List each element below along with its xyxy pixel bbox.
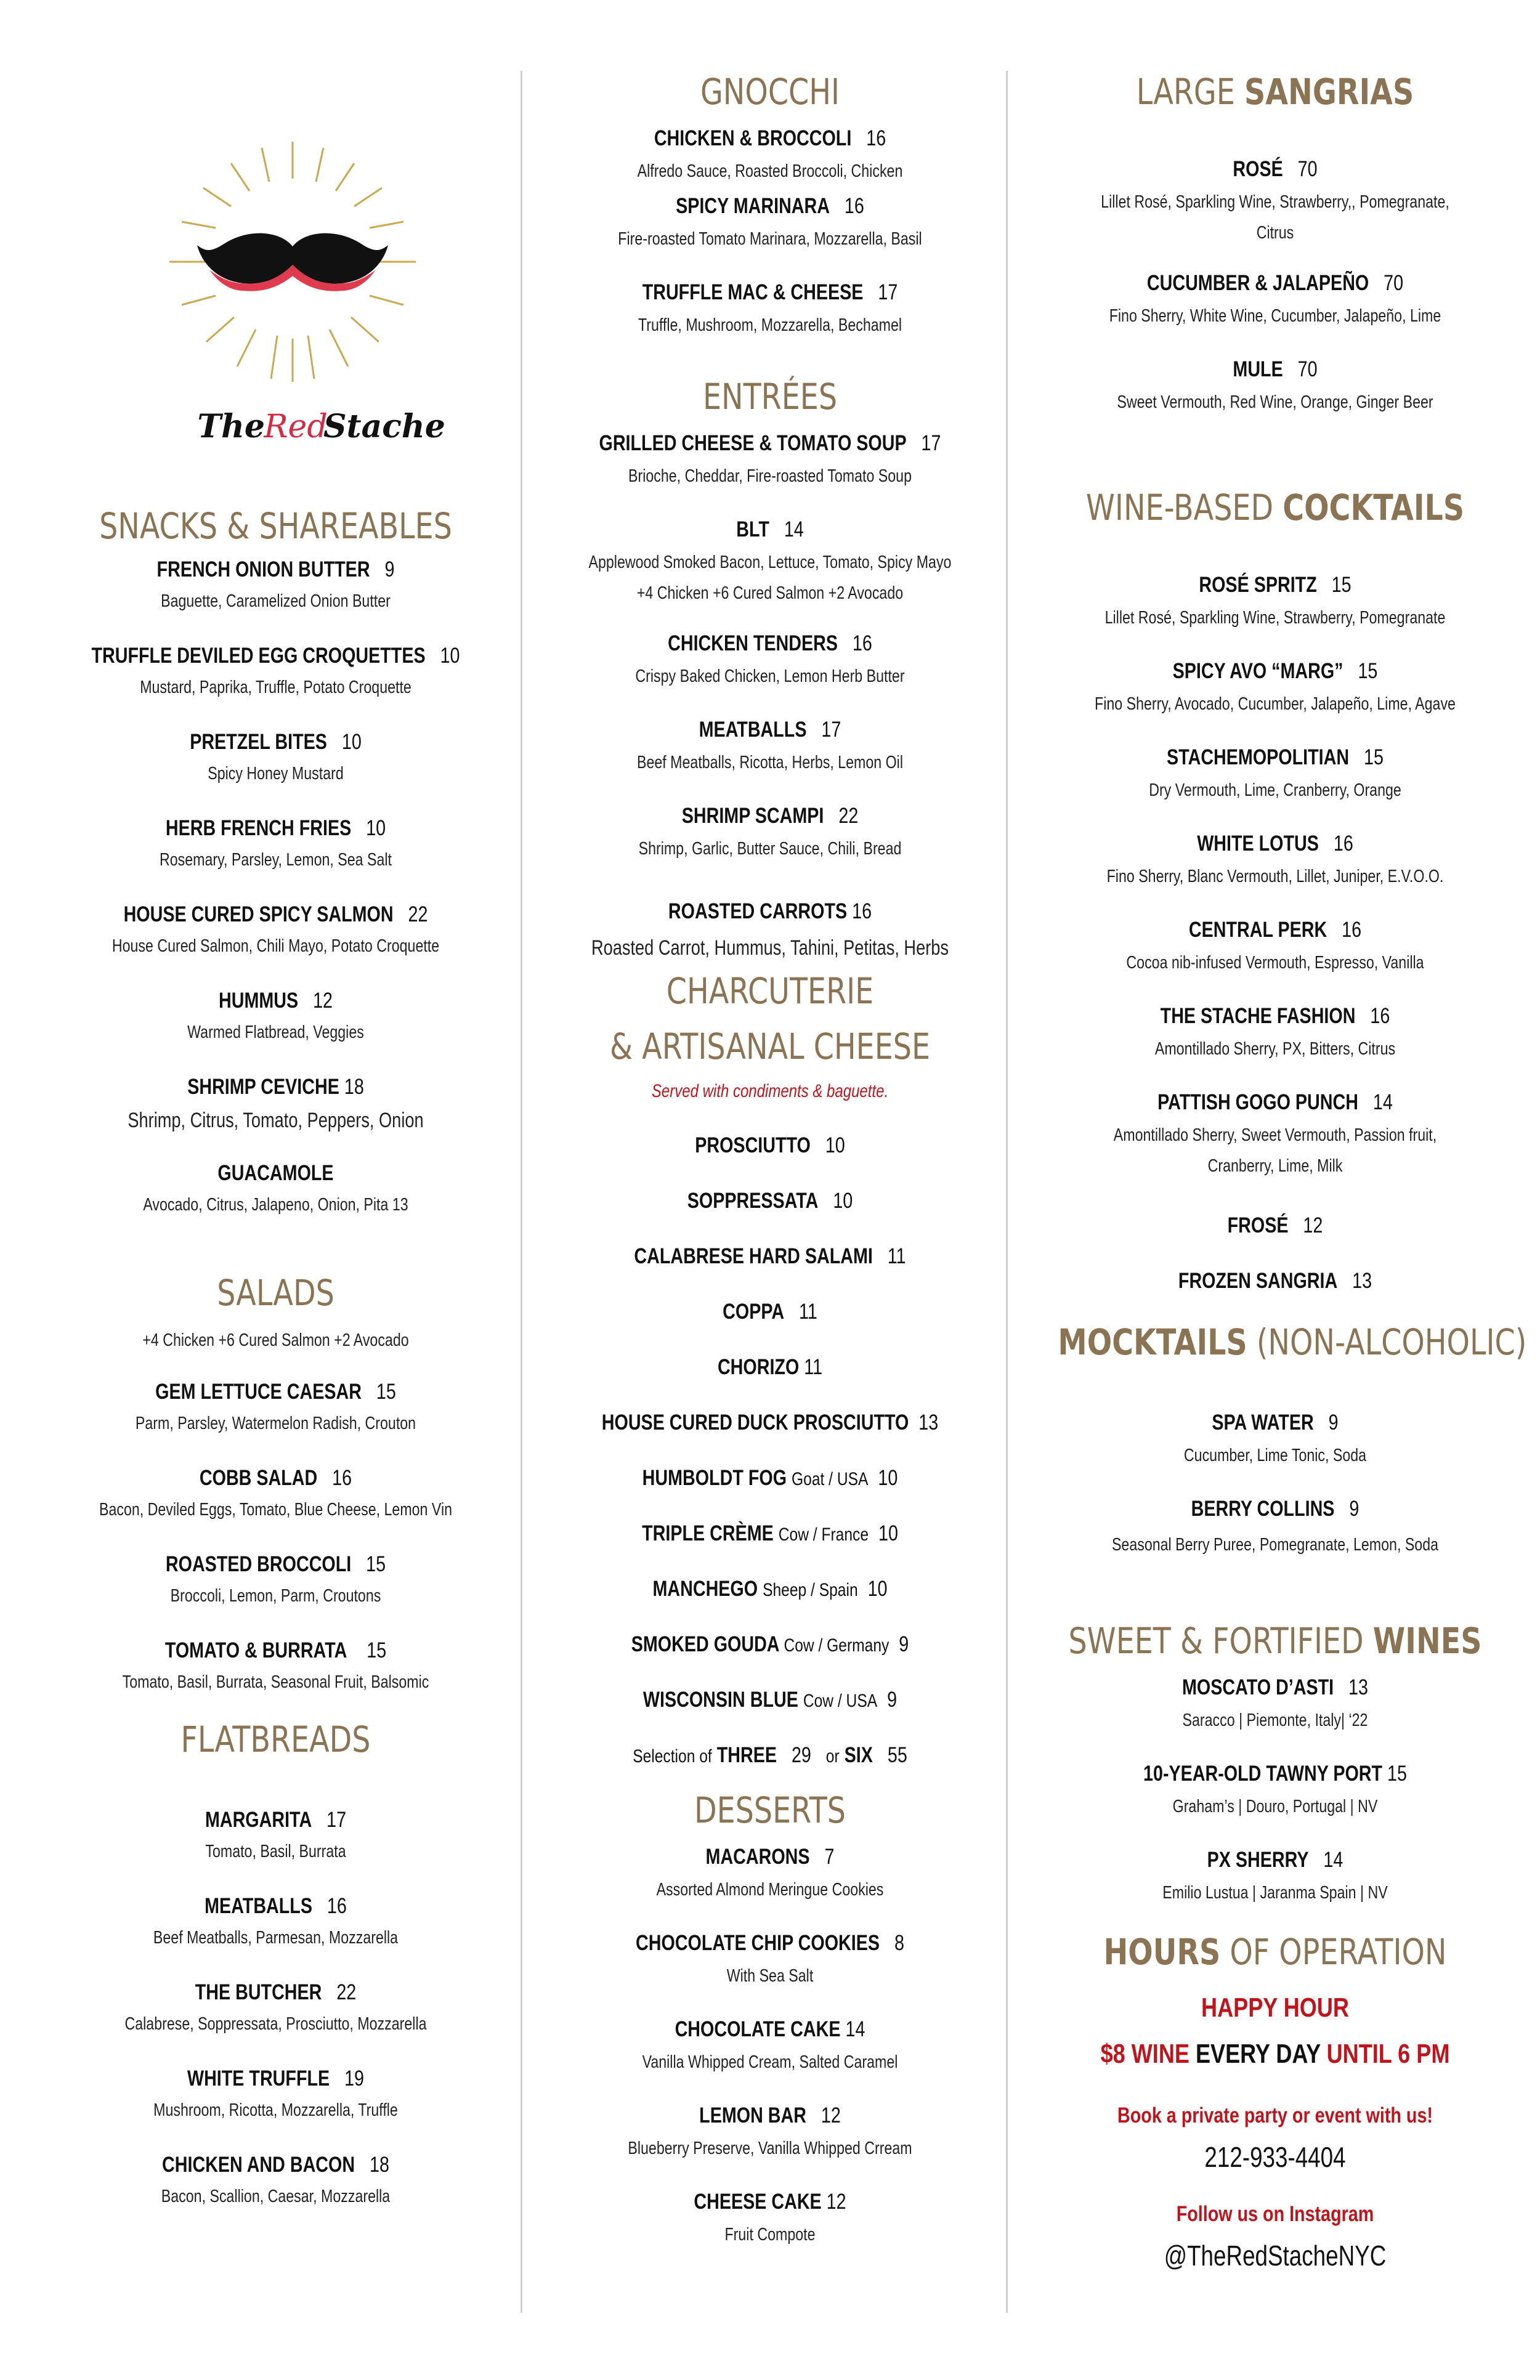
menu-item-name: CENTRAL PERK 16 xyxy=(1188,918,1362,942)
menu-item-name: TRUFFLE DEVILED EGG CROQUETTES 10 xyxy=(91,644,460,668)
menu-column-middle xyxy=(536,0,1004,2380)
mustache-shape xyxy=(197,233,388,284)
menu-item-desc: Blueberry Preserve, Vanilla Whipped Crream xyxy=(628,2139,912,2158)
menu-item-desc: Beef Meatballs, Parmesan, Mozzarella xyxy=(153,1928,399,1948)
menu-item-name: ROSÉ SPRITZ 15 xyxy=(1199,573,1352,597)
menu-item-name: PROSCIUTTO 10 xyxy=(695,1133,845,1157)
menu-item-name: TRIPLE CRÈME Cow / France 10 xyxy=(642,1521,898,1545)
menu-column-left xyxy=(0,0,551,2380)
menu-item-name: CHORIZO 11 xyxy=(717,1355,823,1379)
menu-item-name: PATTISH GOGO PUNCH 14 xyxy=(1157,1090,1393,1114)
section-title-charcuterie: CHARCUTERIE xyxy=(666,970,874,1012)
charcuterie-note: Served with condiments & baguette. xyxy=(651,1081,889,1101)
menu-item-desc: Amontillado Sherry, Sweet Vermouth, Passion fruit, xyxy=(1113,1125,1437,1145)
menu-item-name: PRETZEL BITES 10 xyxy=(190,730,362,754)
menu-item-name: FROSÉ 12 xyxy=(1227,1213,1323,1237)
menu-item-name: ROSÉ 70 xyxy=(1233,157,1318,181)
selection-line: Selection of THREE 29 or SIX 55 xyxy=(633,1743,907,1767)
menu-item-desc: Sweet Vermouth, Red Wine, Orange, Ginger Beer xyxy=(1117,392,1433,412)
menu-item-desc: House Cured Salmon, Chili Mayo, Potato Croquette xyxy=(111,936,440,956)
brand-the: The xyxy=(197,408,265,445)
section-title-entrees: ENTRÉES xyxy=(702,376,838,418)
brand-stache: Stache xyxy=(323,408,445,445)
menu-item-name: CALABRESE HARD SALAMI 11 xyxy=(634,1244,906,1268)
instagram-prompt: Follow us on Instagram xyxy=(1176,2202,1374,2226)
menu-item-desc: Roasted Carrot, Hummus, Tahini, Petitas, Herbs xyxy=(591,936,949,960)
menu-item-desc: Rosemary, Parsley, Lemon, Sea Salt xyxy=(160,850,392,870)
menu-item-desc: Lillet Rosé, Sparkling Wine, Strawberry, Pomegranate xyxy=(1104,608,1446,628)
menu-item-desc: Alfredo Sauce, Roasted Broccoli, Chicken xyxy=(637,161,903,181)
column-divider xyxy=(1006,71,1008,2313)
menu-item-name: GUACAMOLE xyxy=(217,1161,334,1185)
menu-item-desc: Fino Sherry, Avocado, Cucumber, Jalapeño, Lime, Agave xyxy=(1095,694,1456,714)
menu-item-desc: Bacon, Scallion, Caesar, Mozzarella xyxy=(161,2187,391,2206)
menu-item-desc: Crispy Baked Chicken, Lemon Herb Butter xyxy=(635,666,905,686)
happy-hour-heading: HAPPY HOUR xyxy=(1201,1993,1349,2023)
menu-item-desc: Shrimp, Citrus, Tomato, Peppers, Onion xyxy=(128,1109,424,1132)
menu-item-desc: Graham’s | Douro, Portugal | NV xyxy=(1172,1797,1378,1816)
menu-item-name: WHITE LOTUS 16 xyxy=(1197,832,1353,856)
menu-item-name: BERRY COLLINS 9 xyxy=(1191,1497,1360,1521)
menu-item-desc: Saracco | Piemonte, Italy| ‘22 xyxy=(1182,1710,1368,1730)
menu-item-name: ROASTED BROCCOLI 15 xyxy=(165,1552,386,1576)
menu-item-desc: Amontillado Sherry, PX, Bitters, Citrus xyxy=(1154,1039,1396,1059)
menu-item-name: SHRIMP CEVICHE 18 xyxy=(187,1075,364,1099)
menu-item-desc: With Sea Salt xyxy=(726,1966,814,1986)
brand-red: Red xyxy=(264,408,328,445)
menu-item-desc: Beef Meatballs, Ricotta, Herbs, Lemon Oil xyxy=(637,753,903,772)
menu-item-name: THE STACHE FASHION 16 xyxy=(1160,1004,1390,1028)
menu-item-name: MACARONS 7 xyxy=(705,1845,835,1869)
menu-item-desc: Cocoa nib-infused Vermouth, Espresso, Vanilla xyxy=(1126,953,1424,973)
happy-hour-deal: $8 WINE EVERY DAY UNTIL 6 PM xyxy=(1100,2039,1450,2069)
menu-item-desc: Assorted Almond Meringue Cookies xyxy=(656,1880,884,1900)
menu-item-desc: Emilio Lustua | Jaranma Spain | NV xyxy=(1162,1883,1388,1903)
section-title-cheese: & ARTISANAL CHEESE xyxy=(609,1026,931,1067)
menu-item-desc: Fire-roasted Tomato Marinara, Mozzarella, Basil xyxy=(618,229,922,249)
menu-item-desc: Warmed Flatbread, Veggies xyxy=(187,1022,364,1042)
menu-item-name: ROASTED CARROTS 16 xyxy=(668,899,872,923)
menu-item-name: FROZEN SANGRIA 13 xyxy=(1178,1269,1372,1293)
menu-column-right xyxy=(1010,0,1540,2380)
column-divider xyxy=(521,71,522,2313)
menu-item-name: GRILLED CHEESE & TOMATO SOUP 17 xyxy=(599,431,941,455)
mustache-logo-icon xyxy=(157,129,445,450)
menu-item-name: MEATBALLS 17 xyxy=(699,718,841,742)
menu-item-desc-2: Cranberry, Lime, Milk xyxy=(1207,1156,1343,1176)
menu-item-name: PX SHERRY 14 xyxy=(1207,1848,1343,1872)
menu-item-name: BLT 14 xyxy=(736,517,804,541)
menu-item-name: CUCUMBER & JALAPEÑO 70 xyxy=(1146,271,1404,295)
menu-item-desc: Lillet Rosé, Sparkling Wine, Strawberry,, Pomegranate, xyxy=(1101,192,1449,212)
menu-item-name: TOMATO & BURRATA 15 xyxy=(164,1638,387,1662)
phone-number-link[interactable]: 212-933-4404 xyxy=(1204,2141,1346,2173)
menu-item-name: CHEESE CAKE 12 xyxy=(694,2190,846,2214)
menu-item-name: MANCHEGO Sheep / Spain 10 xyxy=(652,1577,888,1601)
menu-item-desc: Brioche, Cheddar, Fire-roasted Tomato Soup xyxy=(628,466,912,486)
menu-item-name: HUMMUS 12 xyxy=(218,989,333,1013)
menu-item-desc: Seasonal Berry Puree, Pomegranate, Lemon, Soda xyxy=(1111,1535,1439,1555)
menu-item-name: SPA WATER 9 xyxy=(1212,1411,1339,1435)
section-title-cocktails: WINE-BASED COCKTAILS xyxy=(1085,487,1465,528)
section-title-mocktails: MOCKTAILS (NON-ALCOHOLIC) xyxy=(1058,1321,1527,1363)
menu-item-name: GEM LETTUCE CAESAR 15 xyxy=(155,1380,396,1404)
menu-item-desc: Tomato, Basil, Burrata, Seasonal Fruit, Balsomic xyxy=(122,1672,429,1692)
menu-item-name: FRENCH ONION BUTTER 9 xyxy=(156,557,395,581)
menu-item-name: LEMON BAR 12 xyxy=(699,2103,841,2127)
menu-item-name: MOSCATO D’ASTI 13 xyxy=(1182,1675,1368,1699)
menu-item-name: CHICKEN AND BACON 18 xyxy=(162,2153,389,2177)
section-title-hours: HOURS OF OPERATION xyxy=(1103,1931,1447,1973)
menu-item-name: SPICY AVO “MARG” 15 xyxy=(1172,659,1378,683)
menu-item-name: THE BUTCHER 22 xyxy=(195,1980,357,2004)
menu-item-name: WISCONSIN BLUE Cow / USA 9 xyxy=(642,1688,898,1712)
menu-item-name: CHOCOLATE CAKE 14 xyxy=(675,2017,865,2041)
menu-item-name: TRUFFLE MAC & CHEESE 17 xyxy=(642,280,898,304)
menu-item-name: COPPA 11 xyxy=(723,1300,817,1324)
menu-item-desc: Fino Sherry, White Wine, Cucumber, Jalapeño, Lime xyxy=(1109,306,1441,326)
section-title-gnocchi: GNOCCHI xyxy=(700,71,840,113)
menu-item-name: CHICKEN TENDERS 16 xyxy=(668,631,872,655)
menu-item-desc: Calabrese, Soppressata, Prosciutto, Mozzarella xyxy=(124,2014,427,2034)
menu-item-name: CHICKEN & BROCCOLI 16 xyxy=(654,126,886,150)
section-title-wines: SWEET & FORTIFIED WINES xyxy=(1068,1620,1482,1662)
menu-item-name: SPICY MARINARA 16 xyxy=(676,194,864,218)
menu-item-desc: Fino Sherry, Blanc Vermouth, Lillet, Juniper, E.V.O.O. xyxy=(1106,867,1444,886)
section-title-flatbreads: FLATBREADS xyxy=(180,1718,371,1760)
menu-item-desc: Cucumber, Lime Tonic, Soda xyxy=(1183,1446,1367,1465)
menu-item-name: CHOCOLATE CHIP COOKIES 8 xyxy=(636,1931,904,1955)
menu-item-desc: Dry Vermouth, Lime, Cranberry, Orange xyxy=(1149,780,1401,800)
menu-item-name: HOUSE CURED SPICY SALMON 22 xyxy=(123,902,428,926)
menu-item-desc: Tomato, Basil, Burrata xyxy=(205,1842,346,1861)
section-title-desserts: DESSERTS xyxy=(694,1789,846,1831)
menu-item-desc: Mustard, Paprika, Truffle, Potato Croquette xyxy=(140,678,411,697)
menu-item-name: MARGARITA 17 xyxy=(205,1808,347,1832)
menu-item-name: SHRIMP SCAMPI 22 xyxy=(681,804,859,828)
menu-item-desc: Mushroom, Ricotta, Mozzarella, Truffle xyxy=(153,2100,398,2120)
menu-item-name: HUMBOLDT FOG Goat / USA 10 xyxy=(642,1466,898,1490)
menu-item-name: MEATBALLS 16 xyxy=(205,1894,347,1918)
private-party-text: Book a private party or event with us! xyxy=(1117,2103,1433,2127)
menu-item-desc: Fruit Compote xyxy=(724,2225,816,2244)
section-title-salads: SALADS xyxy=(217,1272,334,1314)
menu-item-desc: Broccoli, Lemon, Parm, Croutons xyxy=(170,1586,381,1606)
menu-item-name: 10-YEAR-OLD TAWNY PORT 15 xyxy=(1143,1762,1407,1786)
menu-item-name: MULE 70 xyxy=(1233,357,1318,381)
menu-item-name: COBB SALAD 16 xyxy=(199,1466,352,1490)
menu-item-desc-2: Citrus xyxy=(1256,223,1294,243)
instagram-handle-link[interactable]: @TheRedStacheNYC xyxy=(1164,2240,1387,2272)
menu-item-name: HOUSE CURED DUCK PROSCIUTTO 13 xyxy=(601,1411,939,1435)
section-title-sangrias: LARGE SANGRIAS xyxy=(1136,71,1414,113)
menu-item-name: SMOKED GOUDA Cow / Germany 9 xyxy=(631,1632,909,1656)
menu-item-desc: Vanilla Whipped Cream, Salted Caramel xyxy=(642,2052,898,2072)
menu-item-name: STACHEMOPOLITIAN 15 xyxy=(1167,745,1384,769)
section-title-snacks: SNACKS & SHAREABLES xyxy=(99,505,452,547)
menu-item-desc: Shrimp, Garlic, Butter Sauce, Chili, Bread xyxy=(638,839,902,859)
menu-item-desc: Parm, Parsley, Watermelon Radish, Crouton xyxy=(135,1414,416,1433)
menu-item-name: HERB FRENCH FRIES 10 xyxy=(165,816,386,840)
menu-item-addons: +4 Chicken +6 Cured Salmon +2 Avocado xyxy=(636,583,904,603)
menu-item-desc: Baguette, Caramelized Onion Butter xyxy=(161,591,391,611)
menu-item-name: SOPPRESSATA 10 xyxy=(687,1189,853,1213)
menu-item-desc: Truffle, Mushroom, Mozzarella, Bechamel xyxy=(638,315,902,335)
menu-item-name: WHITE TRUFFLE 19 xyxy=(187,2066,365,2091)
menu-item-desc: Avocado, Citrus, Jalapeno, Onion, Pita 13 xyxy=(143,1195,408,1215)
menu-item-desc: Applewood Smoked Bacon, Lettuce, Tomato, Spicy Mayo xyxy=(588,552,952,572)
menu-item-desc: Spicy Honey Mustard xyxy=(208,764,344,783)
salads-addons-note: +4 Chicken +6 Cured Salmon +2 Avocado xyxy=(142,1330,409,1350)
menu-item-desc: Bacon, Deviled Eggs, Tomato, Blue Cheese, Lemon Vin xyxy=(99,1500,453,1520)
